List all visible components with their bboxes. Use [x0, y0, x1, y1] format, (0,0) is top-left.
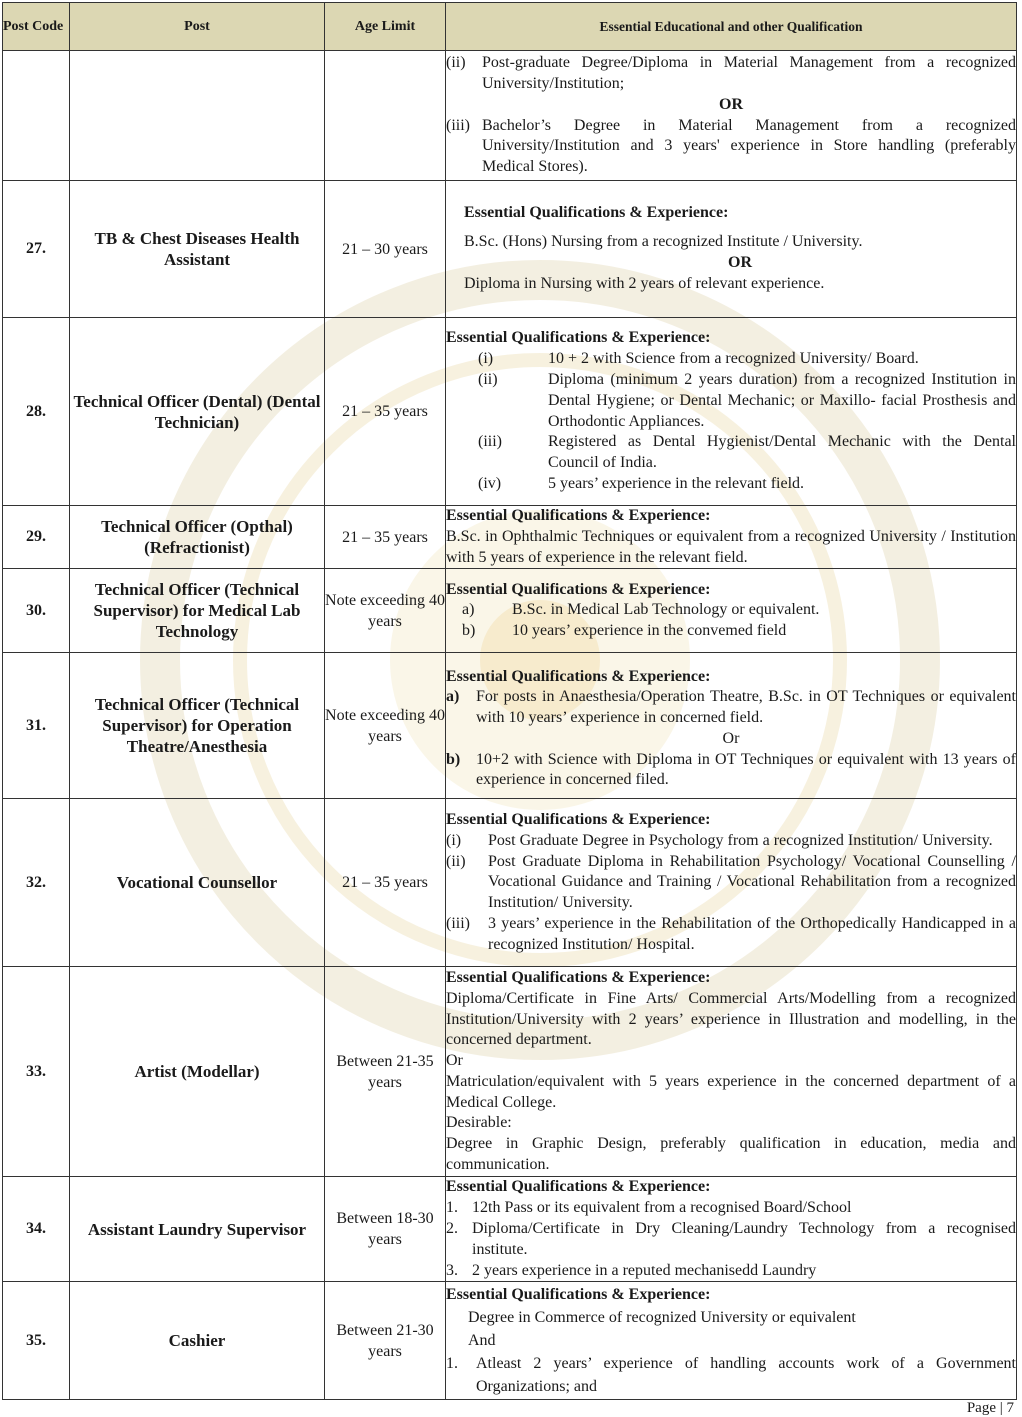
- header-qualification: Essential Educational and other Qualification: [446, 3, 1017, 51]
- table-row-continuation: [3, 51, 1017, 181]
- or-separator: OR: [728, 254, 752, 271]
- post-code: 31.: [3, 653, 70, 799]
- post-code: 33.: [3, 967, 70, 1177]
- qualification-text: [446, 569, 1017, 653]
- table-row-30: [3, 569, 1017, 653]
- qualification-text: [446, 799, 1017, 967]
- age-limit: 21 – 30 years: [325, 181, 446, 318]
- list-item: (i) 10 + 2 with Science from a recognized University/ Board.: [478, 350, 919, 368]
- list-item: a) B.Sc. in Medical Lab Technology or equivalent.: [462, 601, 820, 619]
- age-limit: Between 21-35 years: [325, 967, 446, 1177]
- post-name: Artist (Modellar): [70, 967, 325, 1177]
- post-code: 27.: [3, 181, 70, 318]
- qualification-text: Essential Qualifications & Experience: Degree in Commerce of recognized University or equivalent And 1. Atleast 2 years’ experience of handling accounts work of a Government Organizations; and: [446, 1282, 1017, 1400]
- qualification-text: [446, 318, 1017, 506]
- cell-qualification: [446, 51, 1017, 181]
- list-item: b) 10+2 with Science with Diploma in OT Techniques or equivalent with 13 years of experience in concerned filed.: [446, 750, 1016, 789]
- qualification-heading: Essential Qualifications & Experience:: [464, 204, 729, 222]
- table-row-28: [3, 318, 1017, 506]
- post-code: 28.: [3, 318, 70, 506]
- post-name: Technical Officer (Dental) (Dental Technician): [70, 318, 325, 506]
- list-item: b) 10 years’ experience in the convemed field: [462, 622, 787, 640]
- qualification-heading: Essential Qualifications & Experience:: [446, 329, 711, 347]
- age-limit: 21 – 35 years: [325, 318, 446, 506]
- list-item: 1. Atleast 2 years’ experience of handling accounts work of a Government Organizations; and: [446, 1355, 1016, 1396]
- list-item: (ii) Diploma (minimum 2 years duration) from a recognized Institution in Dental Hygiene; or Dental Mechanic; or Maxillo- facial Prosthesis and Orthodontic Appliances.: [478, 370, 1016, 430]
- or-separator: Or: [446, 1052, 463, 1070]
- or-separator: OR: [719, 95, 743, 113]
- post-name: Technical Officer (Technical Supervisor) for Operation Theatre/Anesthesia: [70, 653, 325, 799]
- table-row-29: [3, 506, 1017, 569]
- age-limit: Note exceeding 40 years: [325, 569, 446, 653]
- table-row-33: [3, 967, 1017, 1177]
- qualification-text: [446, 653, 1017, 799]
- post-name: Technical Officer (Opthal)(Refractionist): [70, 506, 325, 569]
- qualification-heading: Essential Qualifications & Experience:: [446, 1178, 711, 1196]
- table-row-35: [3, 1282, 1017, 1400]
- cell-code: [3, 51, 70, 181]
- post-code: 34.: [3, 1177, 70, 1282]
- post-name: Cashier: [70, 1282, 325, 1400]
- cell-age: [325, 51, 446, 181]
- post-name: Vocational Counsellor: [70, 799, 325, 967]
- list-item: 3. 2 years experience in a reputed mechanisedd Laundry: [446, 1261, 817, 1279]
- post-code: 29.: [3, 506, 70, 569]
- cell-post: [70, 51, 325, 181]
- list-item: (iv) 5 years’ experience in the relevant field.: [478, 474, 805, 492]
- list-item: (iii) Bachelor’s Degree in Material Management from a recognized University/Institution and 3 years' experience in Store handling (preferably Medical Stores).: [446, 116, 1016, 176]
- qualification-text: [446, 1177, 1017, 1282]
- table-header-row: [3, 3, 1017, 51]
- header-post-code: Post Code: [3, 3, 70, 51]
- list-item: (ii) Post-graduate Degree/Diploma in Material Management from a recognized University/Institution;: [446, 54, 1016, 92]
- list-item: a) For posts in Anaesthesia/Operation Theatre, B.Sc. in OT Techniques or equivalent with 10 years’ experience in concerned field.: [446, 688, 1016, 727]
- list-item: (i) Post Graduate Degree in Psychology from a recognized Institution/ University.: [446, 831, 993, 849]
- qualification-heading: Essential Qualifications & Experience:: [446, 667, 711, 685]
- qualification-table: [2, 2, 1017, 1400]
- qualification-heading: Essential Qualifications & Experience:: [446, 968, 711, 986]
- page-number: Page | 7: [966, 1400, 1014, 1416]
- list-item: (ii) Post Graduate Diploma in Rehabilitation Psychology/ Vocational Counselling / Vocational Guidance and Training / Vocational Rehabilitation from a recognized Institution/ University.: [446, 852, 1016, 912]
- qualification-heading: Essential Qualifications & Experience:: [446, 811, 711, 829]
- post-name: Technical Officer (Technical Supervisor) for Medical Lab Technology: [70, 569, 325, 653]
- list-item: 2. Diploma/Certificate in Dry Cleaning/Laundry Technology from a recognised institute.: [446, 1219, 1016, 1258]
- age-limit: 21 – 35 years: [325, 799, 446, 967]
- qualification-heading: Essential Qualifications & Experience:: [446, 580, 711, 598]
- qualification-text: Essential Qualifications & Experience: Diploma/Certificate in Fine Arts/ Commercial Arts/Modelling from a recognized Institution/University with 2 years’ experience in Illustration and modelling, in the concerned department. Or Matriculation/equivalent with 5 years experience in the concerned department of a Medical College. Desirable: Degree in Graphic Design, preferably qualification in education, media and communication.: [446, 967, 1017, 1177]
- header-age-limit: Age Limit: [325, 3, 446, 51]
- post-code: 30.: [3, 569, 70, 653]
- age-limit: 21 – 35 years: [325, 506, 446, 569]
- table-row-32: [3, 799, 1017, 967]
- header-post: Post: [70, 3, 325, 51]
- list-item: 1. 12th Pass or its equivalent from a recognised Board/School: [446, 1199, 852, 1217]
- qualification-heading: Essential Qualifications & Experience:: [446, 1286, 711, 1304]
- qualification-text: Essential Qualifications & Experience: B.Sc. (Hons) Nursing from a recognized Institute / University. OR Diploma in Nursing with 2 years of relevant experience.: [446, 181, 1017, 318]
- post-code: 35.: [3, 1282, 70, 1400]
- qualification-text: Essential Qualifications & Experience: B.Sc. in Ophthalmic Techniques or equivalent from a recognized University / Institution with 5 years of experience in the relevant field.: [446, 506, 1017, 569]
- post-name: TB & Chest Diseases Health Assistant: [70, 181, 325, 318]
- table-row-34: [3, 1177, 1017, 1282]
- or-separator: Or: [722, 729, 740, 747]
- age-limit: Between 18-30 years: [325, 1177, 446, 1282]
- qualification-heading: Essential Qualifications & Experience:: [446, 507, 711, 524]
- age-limit: Note exceeding 40 years: [325, 653, 446, 799]
- table-row-31: [3, 653, 1017, 799]
- table-row-27: [3, 181, 1017, 318]
- age-limit: Between 21-30 years: [325, 1282, 446, 1400]
- post-code: 32.: [3, 799, 70, 967]
- list-item: (iii) Registered as Dental Hygienist/Dental Mechanic with the Dental Council of India.: [478, 433, 1016, 472]
- list-item: (iii) 3 years’ experience in the Rehabilitation of the Orthopedically Handicapped in a recognized Institution/ Hospital.: [446, 915, 1016, 953]
- post-name: Assistant Laundry Supervisor: [70, 1177, 325, 1282]
